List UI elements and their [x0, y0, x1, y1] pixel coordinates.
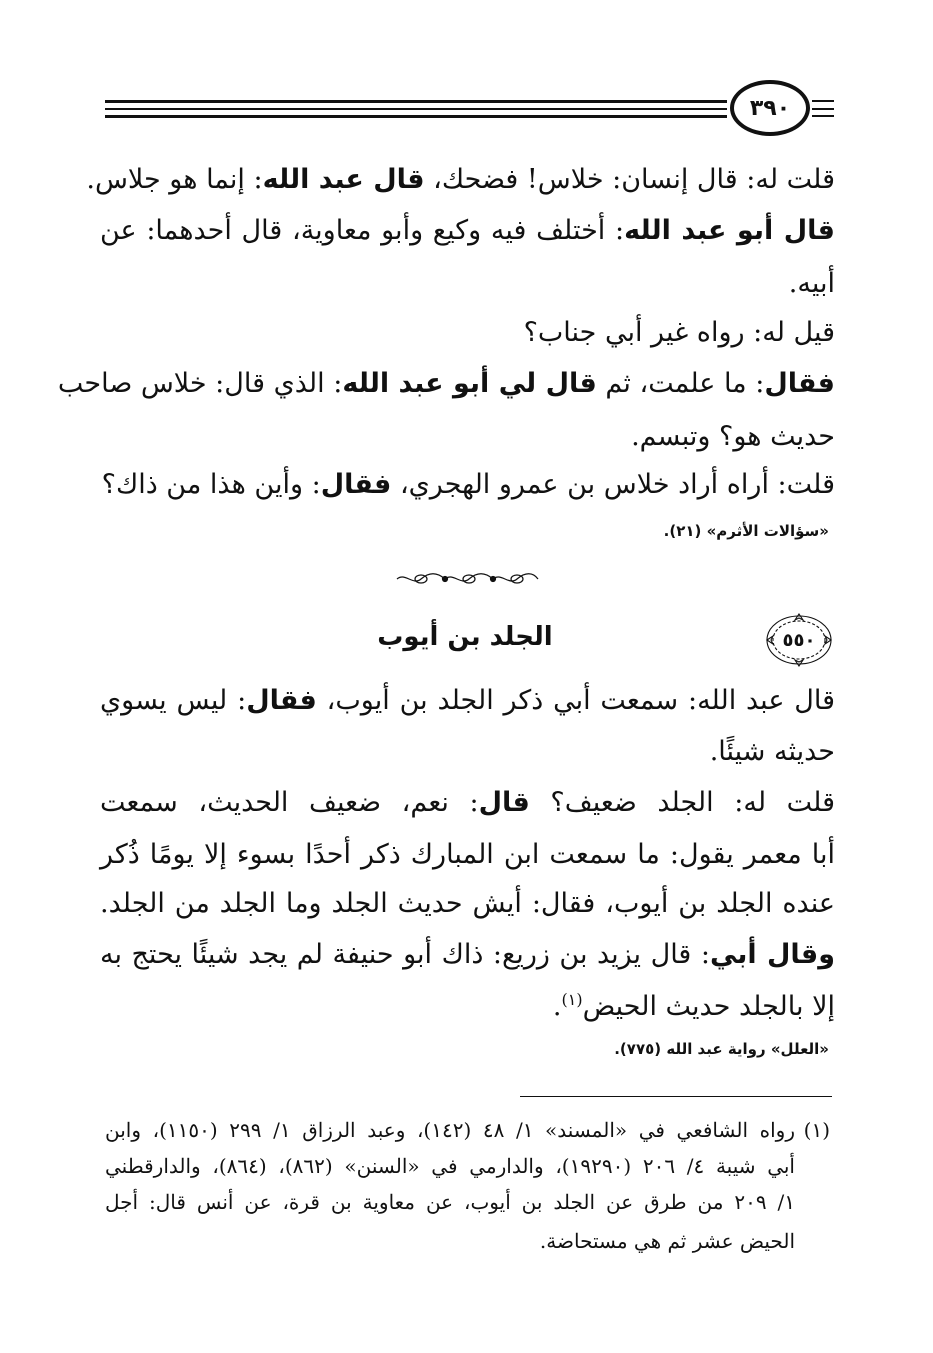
text-line	[102, 468, 835, 502]
text-run: قلت له: قال إنسان: خلاس! فضحك،	[424, 164, 835, 195]
footnote-rule	[520, 1096, 832, 1097]
text-line	[100, 786, 835, 820]
header-rule	[105, 100, 727, 103]
footnote-line: رواه الشافعي في «المسند» ١/ ٤٨ (١٤٢)، وعبد الرزاق ١/ ٢٩٩ (١١٥٠)، وابن	[105, 1118, 795, 1142]
footnote-mark: (١)	[803, 1118, 830, 1142]
bold-run: قال عبد الله	[262, 164, 425, 195]
bold-run: فقال	[764, 368, 835, 399]
text-line: إلا بالجلد حديث الحيض$^{(١)}$.	[552, 990, 835, 1022]
header-rule-tail	[812, 115, 834, 117]
text-line	[57, 367, 835, 401]
text-line	[100, 938, 835, 972]
text-run: : الذي قال: خلاس صاحب	[57, 368, 343, 399]
header-rule-tail	[812, 108, 834, 110]
text-run: قال عبد الله: سمعت أبي ذكر الجلد بن أيوب،	[316, 685, 835, 716]
text-run: حديثه شيئًا.	[709, 736, 835, 767]
bold-run: فقال	[246, 685, 317, 716]
text-run: : ما علمت، ثم	[596, 368, 765, 399]
source-citation: «سؤالات الأثرم» (٢١).	[663, 522, 829, 540]
text-run: : وأين هذا من ذاك؟	[101, 469, 321, 500]
text-line	[86, 163, 835, 197]
header-rule	[105, 115, 727, 118]
bold-run: قال أبو عبد الله	[624, 215, 835, 246]
text-line	[100, 887, 835, 921]
text-run: : أختلف فيه وكيع وأبو معاوية، قال أحدهما: عن	[100, 215, 625, 246]
text-run: : قال يزيد بن زريع: ذاك أبو حنيفة لم يجد شيئًا يحتج به	[100, 939, 710, 970]
text-run: : نعم، ضعيف الحديث، سمعت	[100, 787, 479, 818]
text-run: إلا بالجلد حديث الحيض	[582, 991, 835, 1022]
text-line	[100, 267, 835, 301]
entry-heading: الجلد بن أيوب	[377, 622, 553, 652]
text-run: حديث هو؟ وتبسم.	[631, 421, 835, 452]
bold-run: وقال أبي	[709, 939, 835, 970]
bold-run: فقال	[320, 469, 392, 500]
text-line	[100, 838, 835, 872]
text-run: أبا معمر يقول: ما سمعت ابن المبارك ذكر أحدًا بسوء إلا يومًا ذُكر	[100, 839, 835, 870]
page-number: ٣٩٠	[730, 80, 810, 136]
text-line	[524, 316, 835, 350]
text-line	[100, 684, 835, 718]
text-run: قيل له: رواه غير أبي جناب؟	[523, 317, 835, 348]
text-run: : إنما هو جلاس.	[86, 164, 263, 195]
text-run: : ليس يسوي	[100, 685, 247, 716]
text-line	[100, 420, 835, 454]
text-line	[100, 735, 835, 769]
footnote-line: ١/ ٢٠٩ من طرق عن الجلد بن أيوب، عن معاوية بن قرة، عن أنس قال: أجل	[105, 1190, 795, 1214]
header-rule-tail	[812, 100, 834, 102]
text-run: قلت له: الجلد ضعيف؟	[529, 787, 835, 818]
footnote-reference[interactable]: (١)	[561, 990, 583, 1009]
footnote-line: أبي شيبة ٤/ ٢٠٦ (١٩٢٩٠)، والدارمي في «السنن» (٨٦٢)، (٨٦٤)، والدارقطني	[105, 1154, 795, 1178]
text-run: عنده الجلد بن أيوب، فقال: أيش حديث الجلد وما الجلد من الجلد.	[100, 888, 835, 919]
entry-number: ٥٥٠	[782, 629, 816, 651]
text-run: أبيه.	[788, 268, 835, 299]
ornament-divider-icon	[395, 568, 540, 590]
bold-run: قال	[478, 787, 530, 818]
source-citation: «العلل» رواية عبد الله (٧٧٥).	[614, 1040, 829, 1058]
footnote-line: الحيض عشر ثم هي مستحاضة.	[539, 1229, 795, 1253]
text-run: قلت: أراه أراد خلاس بن عمرو الهجري،	[391, 469, 835, 500]
bold-run: قال لي أبو عبد الله	[342, 368, 597, 399]
text-line	[100, 214, 835, 248]
header-rule	[105, 108, 727, 110]
